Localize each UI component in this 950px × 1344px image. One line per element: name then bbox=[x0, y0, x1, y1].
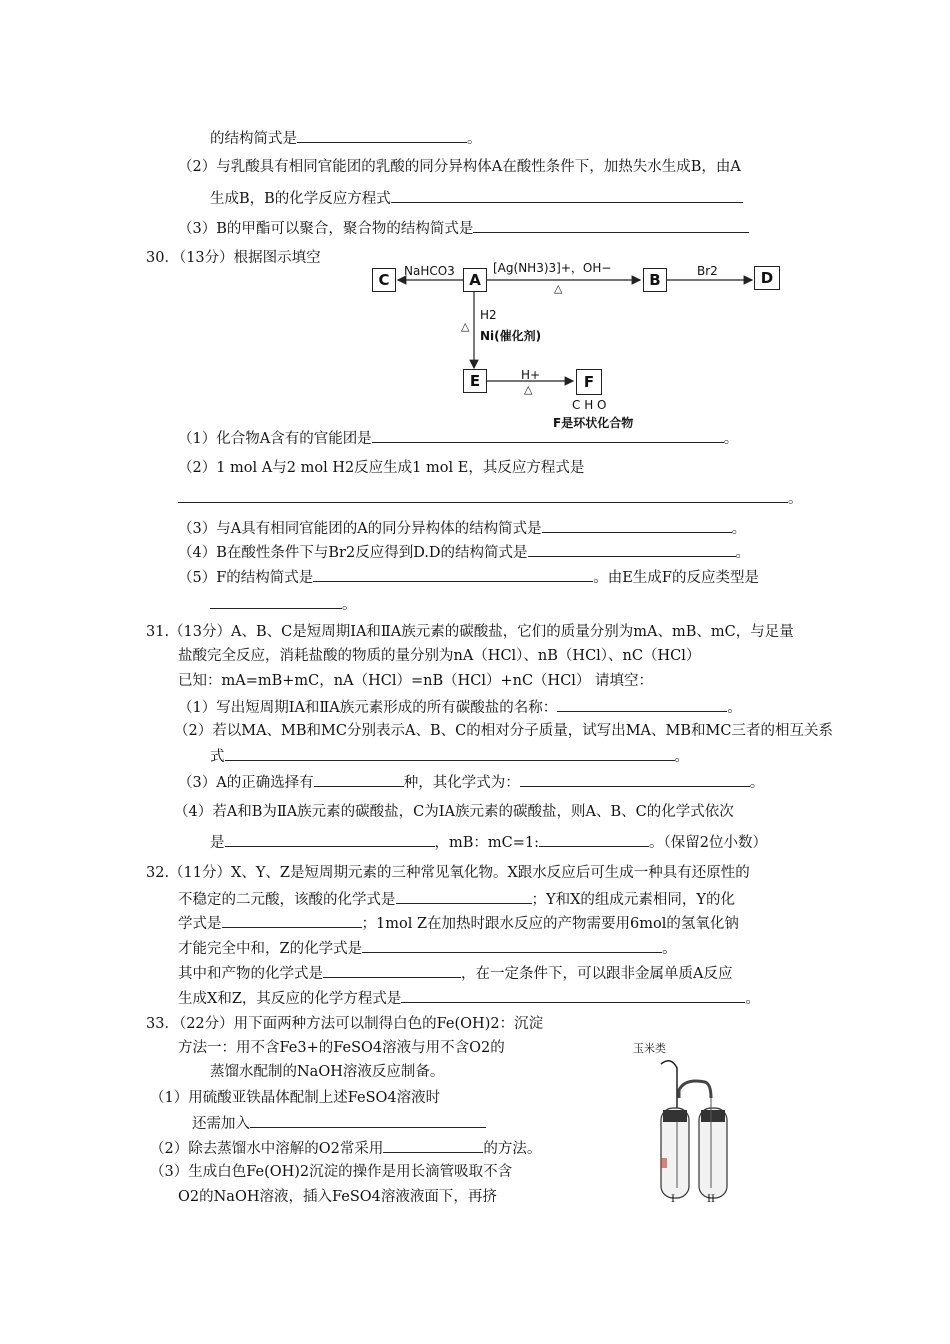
q30-part3: （3）与A具有相同官能团的A的同分异构体的结构简式是 。 bbox=[178, 518, 746, 539]
q33-line1: 33．（22分）用下面两种方法可以制得白色的Fe(OH)2：沉淀 bbox=[146, 1016, 544, 1032]
q32-line1: 32.（11分）X、Y、Z是短周期元素的三种常见氧化物。X跟水反应后可生成一种具有还原性的 bbox=[146, 865, 750, 881]
heat-symbol: △ bbox=[461, 320, 470, 333]
answer-blank[interactable] bbox=[383, 1138, 483, 1153]
q29-line1: 的结构简式是 。 bbox=[210, 128, 482, 149]
answer-blank[interactable] bbox=[362, 938, 662, 953]
answer-blank[interactable] bbox=[297, 128, 467, 143]
q29-line3: 生成B，B的化学反应方程式 bbox=[210, 188, 743, 209]
reagent-nahco3: NaHCO3 bbox=[404, 264, 455, 278]
compound-d-box: D bbox=[754, 266, 780, 290]
compound-e-box: E bbox=[463, 369, 487, 393]
reagent-br2: Br2 bbox=[697, 264, 718, 278]
q30-part5-answer: 。 bbox=[210, 594, 357, 615]
answer-blank[interactable] bbox=[391, 188, 743, 203]
compound-b-box: B bbox=[643, 268, 667, 292]
answer-blank[interactable] bbox=[250, 1113, 486, 1128]
answer-blank[interactable] bbox=[313, 567, 593, 582]
q31-line3: 已知：mA=mB+mC，nA（HCl）=nB（HCl）+nC（HCl） 请填空： bbox=[178, 673, 654, 689]
q30-heading: 30．（13分）根据图示填空 bbox=[146, 250, 321, 266]
answer-blank[interactable] bbox=[539, 832, 649, 847]
test-tube-drawing bbox=[625, 1038, 755, 1208]
q33-part3: （3）生成白色Fe(OH)2沉淀的操作是用长滴管吸取不含 bbox=[150, 1164, 513, 1180]
reagent-hplus: H+ bbox=[521, 368, 541, 382]
q30-part2: （2）1 mol A与2 mol H2反应生成1 mol E，其反应方程式是 bbox=[178, 460, 585, 476]
reagent-ni-catalyst: Ni(催化剂) bbox=[480, 329, 542, 343]
q32-line4: 才能完全中和，Z的化学式是 。 bbox=[178, 938, 677, 959]
q32-line2: 不稳定的二元酸，该酸的化学式是 ；Y和X的组成元素相同，Y的化 bbox=[178, 889, 735, 910]
heat-symbol: △ bbox=[524, 383, 533, 396]
compound-c-box: C bbox=[372, 268, 396, 292]
tube-1-label: I bbox=[671, 1194, 675, 1205]
compound-a-box: A bbox=[463, 268, 487, 292]
answer-blank[interactable] bbox=[225, 832, 435, 847]
q33-part3-cont: O2的NaOH溶液，插入FeSO4溶液液面下，再挤 bbox=[178, 1189, 497, 1205]
reagent-h2: H2 bbox=[480, 308, 497, 322]
answer-blank[interactable] bbox=[542, 518, 732, 533]
q31-part3: （3）A的正确选择有 种，其化学式为： 。 bbox=[178, 772, 764, 793]
f-note: F是环状化合物 bbox=[553, 416, 634, 430]
q33-part2: （2）除去蒸馏水中溶解的O2常采用 的方法。 bbox=[150, 1138, 541, 1159]
q33-line3: 蒸馏水配制的NaOH溶液反应制备。 bbox=[210, 1064, 445, 1080]
reaction-diagram bbox=[360, 258, 800, 433]
f-formula: C H O bbox=[572, 398, 607, 412]
answer-blank[interactable] bbox=[372, 428, 724, 443]
answer-blank[interactable] bbox=[178, 488, 788, 503]
q31-line2: 盐酸完全反应，消耗盐酸的物质的量分别为nA（HCl）、nB（HCl）、nC（HCl） bbox=[178, 648, 701, 664]
q30-part2-answer: 。 bbox=[178, 488, 803, 509]
apparatus-figure bbox=[625, 1038, 755, 1208]
q30-part5: （5）F的结构简式是 。由E生成F的反应类型是 bbox=[178, 567, 759, 588]
q33-line2: 方法一：用不含Fe3+的FeSO4溶液与用不含O2的 bbox=[178, 1040, 505, 1056]
heat-symbol: △ bbox=[554, 282, 563, 295]
answer-blank[interactable] bbox=[222, 913, 362, 928]
q31-part4: （4）若A和B为ⅡA族元素的碳酸盐，C为ⅠA族元素的碳酸盐，则A、B、C的化学式依次 bbox=[174, 804, 734, 820]
q31-part4-answer: 是 ，mB：mC=1: 。（保留2位小数） bbox=[210, 832, 767, 853]
q32-line6: 生成X和Z，其反应的化学方程式是 。 bbox=[178, 988, 760, 1009]
answer-blank[interactable] bbox=[314, 772, 404, 787]
q31-line1: 31.（13分）A、B、C是短周期ⅠA和ⅡA族元素的碳酸盐，它们的质量分别为mA、mB、mC，与足量 bbox=[146, 624, 794, 640]
q31-part2: （2）若以MA、MB和MC分别表示A、B、C的相对分子质量，试写出MA、MB和MC三者的相互关系 bbox=[174, 723, 833, 739]
compound-f-box: F bbox=[576, 369, 602, 395]
q33-part1: （1）用硫酸亚铁晶体配制上述FeSO4溶液时 bbox=[150, 1090, 441, 1106]
answer-blank[interactable] bbox=[323, 963, 461, 978]
answer-blank[interactable] bbox=[210, 594, 342, 609]
q30-part1: （1）化合物A含有的官能团是 。 bbox=[178, 428, 738, 449]
q31-part2-answer: 式 。 bbox=[210, 746, 689, 767]
answer-blank[interactable] bbox=[557, 697, 727, 712]
answer-blank[interactable] bbox=[396, 889, 532, 904]
q29-line2: （2）与乳酸具有相同官能团的乳酸的同分异构体A在酸性条件下，加热失水生成B，由A bbox=[178, 159, 741, 175]
tube-2-label: II bbox=[707, 1194, 715, 1205]
q30-part4: （4）B在酸性条件下与Br2反应得到D.D的结构简式是 。 bbox=[178, 542, 750, 563]
answer-blank[interactable] bbox=[528, 542, 736, 557]
q33-part1-answer: 还需加入 bbox=[192, 1113, 486, 1134]
answer-blank[interactable] bbox=[520, 772, 750, 787]
answer-blank[interactable] bbox=[225, 746, 675, 761]
answer-blank[interactable] bbox=[473, 218, 749, 233]
q32-line5: 其中和产物的化学式是 ，在一定条件下，可以跟非金属单质A反应 bbox=[178, 963, 732, 984]
q29-line4: （3）B的甲酯可以聚合，聚合物的结构简式是 bbox=[178, 218, 749, 239]
q32-line3: 学式是 ；1mol Z在加热时跟水反应的产物需要用6mol的氢氧化钠 bbox=[178, 913, 739, 934]
figure-label: 玉米类 bbox=[633, 1042, 666, 1055]
answer-blank[interactable] bbox=[401, 988, 745, 1003]
q31-part1: （1）写出短周期ⅠA和ⅡA族元素形成的所有碳酸盐的名称： 。 bbox=[178, 697, 742, 718]
reagent-tollens: [Ag(NH3)3]+，OH− bbox=[493, 261, 612, 275]
